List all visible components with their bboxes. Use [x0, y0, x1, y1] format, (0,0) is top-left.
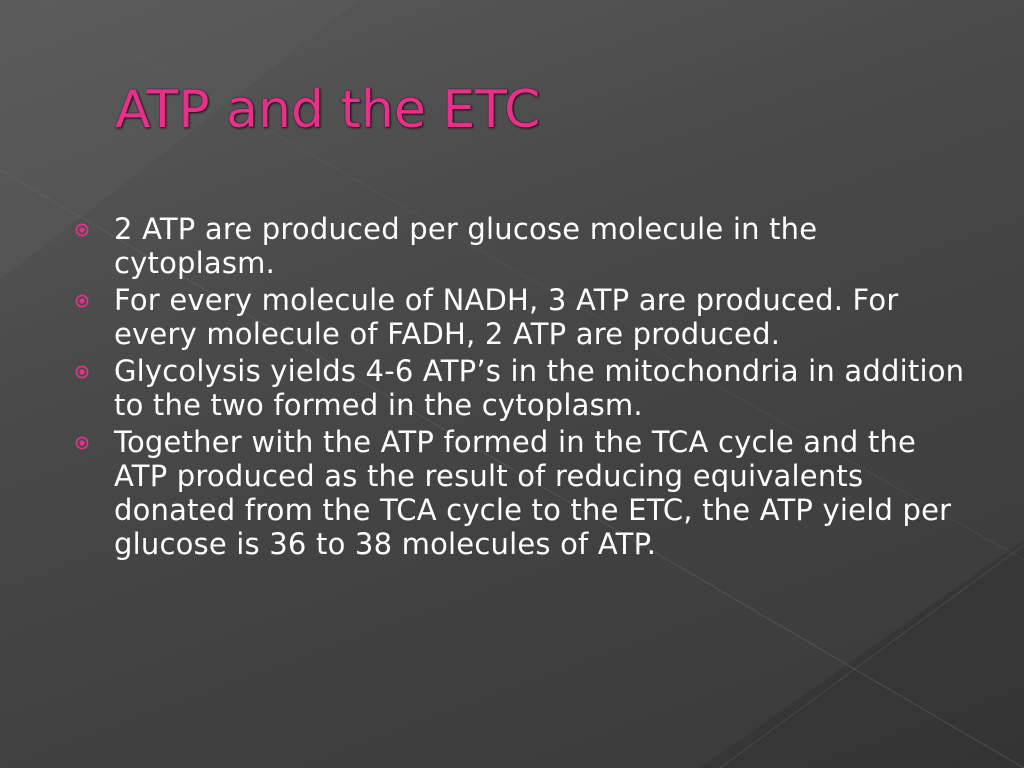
bullet-list — [70, 212, 970, 564]
bullet-text: Glycolysis yields 4-6 ATP’s in the mitochondria in addition to the two formed in the cytoplasm. — [114, 354, 965, 422]
bullet-text: Together with the ATP formed in the TCA cycle and the ATP produced as the result of reducing equivalents donated from the TCA cycle to the ETC, the ATP yield per glucose is 36 to 38 molecules of ATP. — [114, 425, 952, 561]
circled-dot-icon — [75, 223, 89, 237]
circled-dot-icon — [75, 294, 89, 308]
circled-dot-icon — [75, 365, 89, 379]
bullet-item — [70, 354, 970, 422]
circled-dot-icon — [75, 436, 89, 450]
bullet-item — [70, 283, 970, 351]
bullet-item — [70, 425, 970, 561]
bullet-text: For every molecule of NADH, 3 ATP are produced. For every molecule of FADH, 2 ATP are produced. — [114, 283, 899, 351]
bullet-text: 2 ATP are produced per glucose molecule in the cytoplasm. — [114, 212, 818, 280]
slide-title: ATP and the ETC — [115, 80, 541, 140]
bullet-item — [70, 212, 970, 280]
